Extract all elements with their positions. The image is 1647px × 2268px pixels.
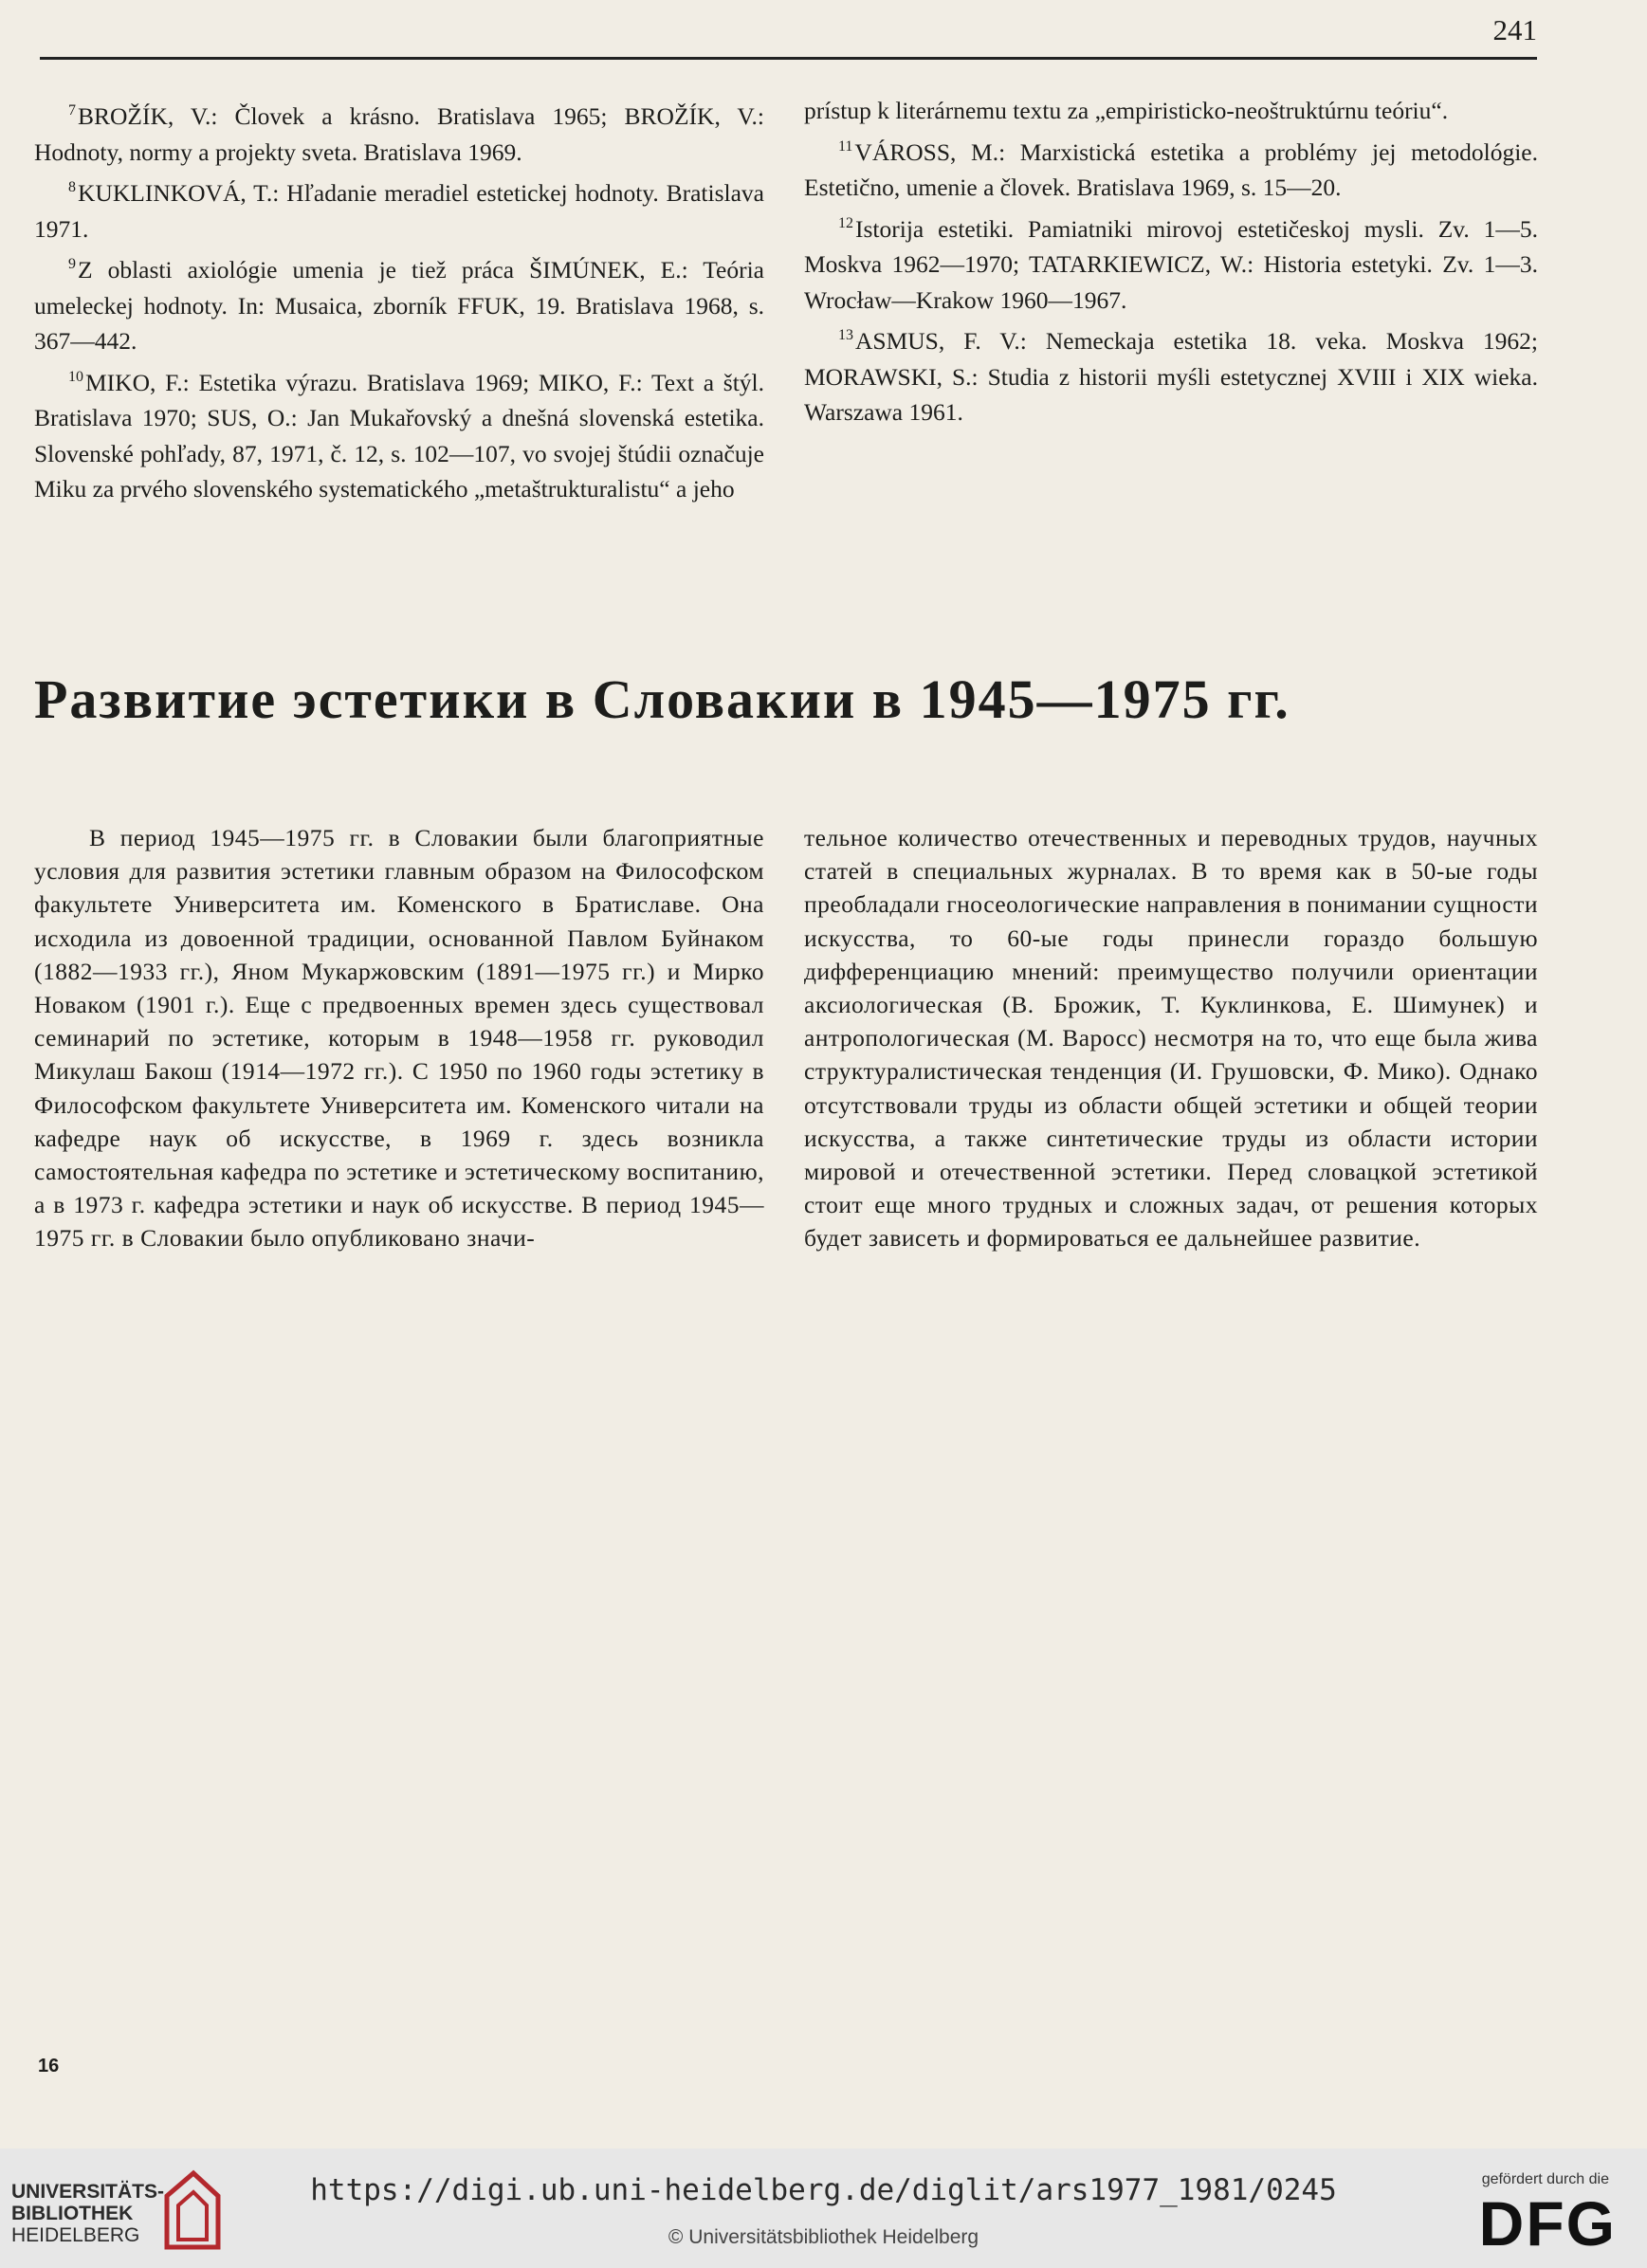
library-name-line3: HEIDELBERG bbox=[11, 2224, 140, 2246]
article-paragraph: В период 1945—1975 гг. в Словакии были благоприятные условия для развития эстетики главным образом на Философском факультете Университета им. Коменского в Братиславе. Она исходила из довоенной традиции, основанной Павлом Буйнаком (1882—1933 гг.), Яном Мукаржовским (1891—1975 гг.) и Мирко Новаком (1901 г.). Еще с предвоенных времен здесь существовал семинарий по эстетике, которым в 1948—1958 гг. руководил Микулаш Бакош (1914—1972 гг.). С 1950 по 1960 годы эстетику в Философском факультете Университета им. Коменского читали на кафедре наук об искусстве, в 1969 г. здесь возникла самостоятельная кафедра по эстетике и эстетическому воспитанию, а в 1973 г. кафедра эстетики и наук об искусстве. В период 1945—1975 гг. в Словакии было опубликовано значи- bbox=[34, 824, 764, 1253]
article-body-right-column bbox=[804, 821, 1538, 1255]
copyright-notice: © Universitätsbibliothek Heidelberg bbox=[668, 2226, 979, 2248]
footnote-text: MIKO, F.: Estetika výrazu. Bratislava 1969; MIKO, F.: Text a štýl. Bratislava 1970; SUS, O.: Jan Mukařovský a dnešná slovenská estetika. Slovenské pohľady, 87, 1971, č. 12, s. 102—107, vo svojej štúdii označuje Miku za prvého slovenského systematického „metaštrukturalistu“ a jeho bbox=[34, 368, 764, 503]
footnote-8 bbox=[34, 170, 764, 247]
footnote-number: 8 bbox=[68, 179, 76, 195]
footnote-number: 9 bbox=[68, 256, 76, 272]
footnote-13 bbox=[804, 318, 1538, 430]
footnote-number: 7 bbox=[68, 102, 76, 119]
funding-note: gefördert durch die bbox=[1481, 2171, 1609, 2187]
library-name-line1: UNIVERSITÄTS- bbox=[11, 2181, 165, 2203]
footnote-number: 13 bbox=[838, 327, 853, 343]
top-rule bbox=[40, 57, 1537, 60]
footnote-11 bbox=[804, 129, 1538, 206]
footnote-number: 11 bbox=[838, 137, 853, 155]
footnote-10 bbox=[34, 359, 764, 507]
source-url-link[interactable]: https://digi.ub.uni-heidelberg.de/diglit/ars1977_1981/0245 bbox=[310, 2173, 1337, 2207]
footnote-text: BROŽÍK, V.: Človek a krásno. Bratislava 1965; BROŽÍK, V.: Hodnoty, normy a projekty sveta. Bratislava 1969. bbox=[34, 102, 764, 166]
footnote-7 bbox=[34, 93, 764, 170]
footnote-9 bbox=[34, 247, 764, 359]
footnotes-left-column bbox=[34, 93, 764, 507]
footnote-text: Z oblasti axiológie umenia je tiež práca ŠIMÚNEK, E.: Teória umeleckej hodnoty. In: Musaica, zborník FFUK, 19. Bratislava 1968, s. 367—442. bbox=[34, 256, 764, 355]
footnote-number: 12 bbox=[838, 214, 853, 231]
page-number: 241 bbox=[1492, 13, 1537, 46]
footnote-text: VÁROSS, M.: Marxistická estetika a problémy jej metodológie. Estetično, umenie a človek. Bratislava 1969, s. 15—20. bbox=[804, 137, 1538, 201]
dfg-logo: DFG bbox=[1478, 2188, 1617, 2259]
article-title: Развитие эстетики в Словакии в 1945—1975 гг. bbox=[34, 668, 1290, 730]
digitization-footer bbox=[0, 2149, 1647, 2268]
footnote-number: 10 bbox=[68, 368, 83, 385]
footnotes-right-column bbox=[804, 93, 1538, 430]
library-name-line2: BIBLIOTHEK bbox=[11, 2203, 134, 2224]
article-body-left-column bbox=[34, 821, 764, 1255]
footnote-text: KUKLINKOVÁ, T.: Hľadanie meradiel estetickej hodnoty. Bratislava 1971. bbox=[34, 179, 764, 243]
footnote-12 bbox=[804, 206, 1538, 319]
article-paragraph-continuation: тельное количество отечественных и переводных трудов, научных статей в специальных журналах. В то время как в 50-ые годы преобладали гносеологические направления в понимании сущности искусства, то 60-ые годы принесли гораздо большую дифференциацию мнений: преимущество получили ориентации аксиологическая (В. Брожик, Т. Куклинкова, Е. Шимунек) и антропологическая (М. Варосс) несмотря на то, что еще была жива структуралистическая тенденция (И. Грушовски, Ф. Мико). Однако отсутствовали труды из области общей эстетики и общей теории искусства, а также синтетические труды из области истории мировой и отечественной эстетики. Перед словацкой эстетикой стоит еще много трудных и сложных задач, от решения которых будет зависеть и формироваться ее дальнейшее развитие. bbox=[804, 824, 1538, 1253]
folio-number: 16 bbox=[38, 2056, 60, 2076]
footnote-text: Istorija estetiki. Pamiatniki mirovoj estetičeskoj mysli. Zv. 1—5. Moskva 1962—1970; TATARKIEWICZ, W.: Historia estetyki. Zv. 1—3. Wrocław—Krakow 1960—1967. bbox=[804, 214, 1538, 314]
footnote-10-continuation: prístup k literárnemu textu za „empiristicko-neoštruktúrnu teóriu“. bbox=[804, 97, 1449, 124]
footnote-text: ASMUS, F. V.: Nemeckaja estetika 18. veka. Moskva 1962; MORAWSKI, S.: Studia z historii myśli estetycznej XVIII i XIX wieka. Warszawa 1961. bbox=[804, 327, 1538, 426]
